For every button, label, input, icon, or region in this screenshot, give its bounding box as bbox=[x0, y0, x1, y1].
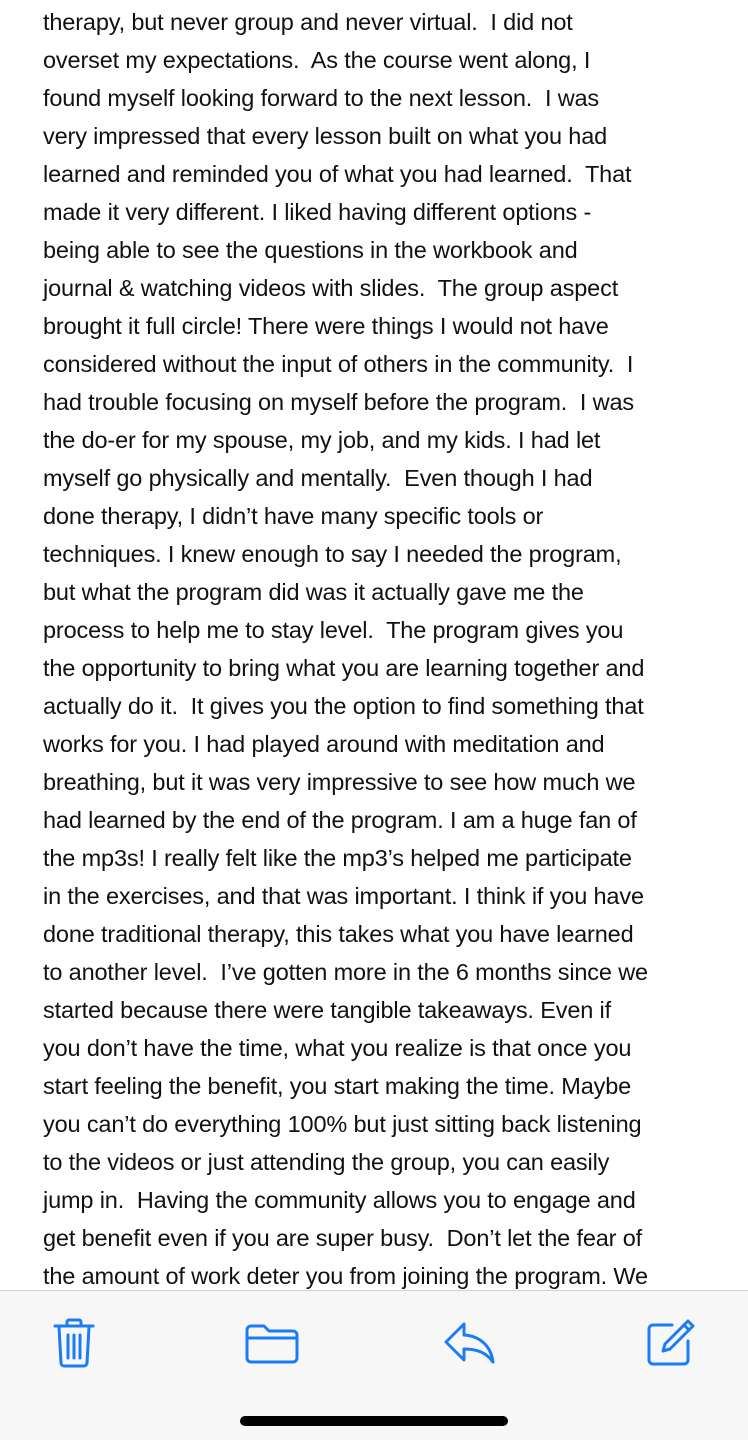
move-to-folder-button[interactable] bbox=[242, 1313, 302, 1373]
body-text-line: done therapy, I didn’t have many specific tools or bbox=[43, 503, 544, 529]
compose-button[interactable] bbox=[640, 1313, 700, 1373]
email-body bbox=[43, 0, 733, 1295]
body-text-line: considered without the input of others in the community. I bbox=[43, 351, 634, 377]
body-text-line: the do-er for my spouse, my job, and my kids. I had let bbox=[43, 427, 601, 453]
body-text-line: you don’t have the time, what you realize is that once you bbox=[43, 1035, 632, 1061]
body-text-line: to the videos or just attending the group, you can easily bbox=[43, 1149, 610, 1175]
bottom-toolbar bbox=[0, 1290, 748, 1440]
body-text-line: you can’t do everything 100% but just sitting back listening bbox=[43, 1111, 642, 1137]
body-text-line: being able to see the questions in the workbook and bbox=[43, 237, 578, 263]
body-text-line: brought it full circle! There were things I would not have bbox=[43, 313, 609, 339]
body-text-line: overset my expectations. As the course went along, I bbox=[43, 47, 591, 73]
body-text-line: techniques. I knew enough to say I needed the program, bbox=[43, 541, 622, 567]
body-text-line: started because there were tangible takeaways. Even if bbox=[43, 997, 611, 1023]
body-text-line: actually do it. It gives you the option to find something that bbox=[43, 693, 644, 719]
body-text-line: very impressed that every lesson built on what you had bbox=[43, 123, 608, 149]
body-text-line: done traditional therapy, this takes what you have learned bbox=[43, 921, 634, 947]
body-text-line: jump in. Having the community allows you to engage and bbox=[43, 1187, 636, 1213]
body-text-line: works for you. I had played around with meditation and bbox=[43, 731, 605, 757]
reply-arrow-icon bbox=[442, 1320, 498, 1366]
body-text-line: therapy, but never group and never virtual. I did not bbox=[43, 9, 573, 35]
body-text-line: start feeling the benefit, you start making the time. Maybe bbox=[43, 1073, 632, 1099]
home-indicator[interactable] bbox=[240, 1416, 508, 1426]
body-text-line: the amount of work deter you from joining the program. We bbox=[43, 1263, 648, 1289]
body-text-line: process to help me to stay level. The program gives you bbox=[43, 617, 624, 643]
body-text-line: had trouble focusing on myself before the program. I was bbox=[43, 389, 635, 415]
body-text-line: journal & watching videos with slides. The group aspect bbox=[43, 275, 619, 301]
body-text-line: get benefit even if you are super busy. Don’t let the fear of bbox=[43, 1225, 643, 1251]
trash-button[interactable] bbox=[44, 1313, 104, 1373]
body-text-line: made it very different. I liked having different options - bbox=[43, 199, 592, 225]
body-text-line: had learned by the end of the program. I am a huge fan of bbox=[43, 807, 637, 833]
body-text-line: found myself looking forward to the next lesson. I was bbox=[43, 85, 600, 111]
body-text-line: but what the program did was it actually gave me the bbox=[43, 579, 584, 605]
trash-icon bbox=[50, 1317, 98, 1369]
body-text-line: the opportunity to bring what you are learning together and bbox=[43, 655, 645, 681]
compose-icon bbox=[644, 1317, 696, 1369]
body-text-line: the mp3s! I really felt like the mp3’s helped me participate bbox=[43, 845, 632, 871]
body-text-line: myself go physically and mentally. Even though I had bbox=[43, 465, 593, 491]
body-text-line: in the exercises, and that was important. I think if you have bbox=[43, 883, 644, 909]
folder-icon bbox=[244, 1321, 300, 1365]
body-text-line: to another level. I’ve gotten more in the 6 months since we bbox=[43, 959, 648, 985]
body-text-line: breathing, but it was very impressive to see how much we bbox=[43, 769, 636, 795]
body-text-line: learned and reminded you of what you had learned. That bbox=[43, 161, 632, 187]
reply-button[interactable] bbox=[440, 1313, 500, 1373]
